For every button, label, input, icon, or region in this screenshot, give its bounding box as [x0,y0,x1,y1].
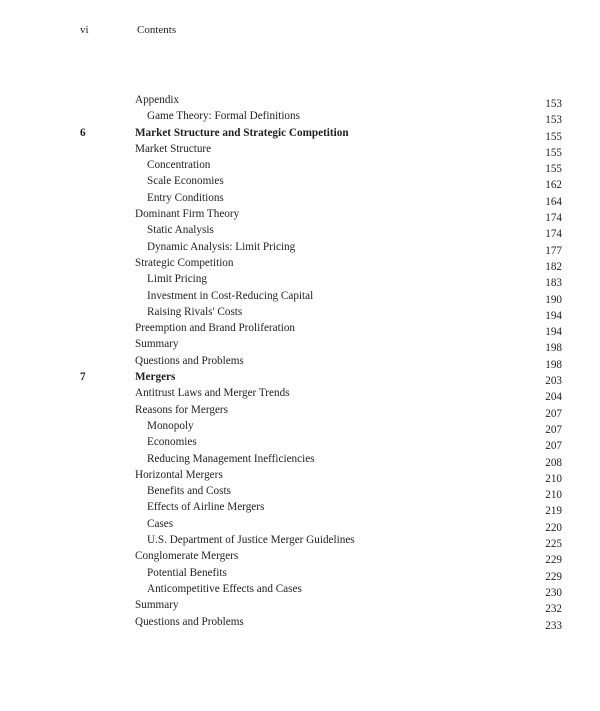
toc-entry-title: Raising Rivals' Costs [147,305,243,318]
toc-entry [0,92,600,108]
toc-page-number: 177 [545,244,562,257]
toc-entry-title: Conglomerate Mergers [135,550,239,563]
toc-page-number: 162 [545,179,562,192]
toc-entry [0,451,600,467]
toc-entry [0,206,600,225]
toc-entry-title: Limit Pricing [147,273,207,286]
toc-page-number: 155 [545,130,562,143]
toc-entry-title: Entry Conditions [147,191,224,204]
toc-entry [0,108,600,127]
toc-entry-title: Game Theory: Formal Definitions [147,110,300,123]
toc-entry [0,565,600,581]
toc-entry-title: Effects of Airline Mergers [147,501,265,514]
toc-entry-title: Summary [135,338,179,351]
toc-entry [0,434,600,453]
toc-entry-title: Summary [135,599,179,612]
toc-entry-title: Potential Benefits [147,566,227,579]
toc-entry-title: Strategic Competition [135,256,234,269]
toc-page-number: 164 [545,195,562,208]
toc-entry [0,157,600,176]
toc-entry [0,483,600,502]
toc-entry [0,614,600,630]
toc-entry [0,320,600,339]
toc-page-number: 232 [545,603,562,616]
toc-entry-title: Market Structure and Strategic Competition [135,126,349,139]
toc-chapter-number: 7 [80,371,86,384]
toc-page-number: 182 [545,260,562,273]
toc-entry [0,581,600,597]
toc-page-number: 153 [545,98,562,110]
toc-page-number: 207 [545,423,562,436]
toc-page-number: 174 [545,212,562,225]
toc-page-number: 198 [545,342,562,355]
toc-entry [0,516,600,532]
toc-entry [0,141,600,157]
toc-page-number: 198 [545,358,562,371]
toc-entry-title: Dominant Firm Theory [135,208,240,221]
toc-entry-title: Preemption and Brand Proliferation [135,322,296,335]
toc-entry [0,255,600,271]
toc-entry-title: Concentration [147,159,211,172]
toc-entry [0,288,600,304]
toc-page-number: 208 [545,456,562,469]
toc-entry [0,385,600,404]
toc-page-number: 207 [545,440,562,453]
toc-entry-title: Anticompetitive Effects and Cases [147,582,302,595]
toc-page-number: 203 [545,375,562,388]
toc-page-number: 210 [545,489,562,502]
toc-entry-title: Reasons for Mergers [135,403,229,416]
toc-page-number: 204 [545,391,562,404]
toc-entry-title: Monopoly [147,419,194,432]
toc-page-number: 155 [545,146,562,159]
toc-page-number: 225 [545,538,562,551]
toc-entry-title: Appendix [135,94,180,106]
toc-page-number: 220 [545,521,562,534]
toc-chapter-entry [0,369,600,388]
toc-entry [0,353,600,369]
running-head-title: Contents [137,24,177,36]
toc-entry-title: Mergers [135,371,176,384]
toc-entry-title: Reducing Management Inefficiencies [147,452,315,465]
toc-page-number: 190 [545,293,562,306]
toc-entry-title: Dynamic Analysis: Limit Pricing [147,240,296,253]
toc-entry [0,597,600,616]
toc-entry [0,336,600,355]
toc-page-number: 207 [545,407,562,420]
running-head [0,24,600,40]
toc-page-number: 229 [545,570,562,583]
toc-entry-title: Investment in Cost-Reducing Capital [147,289,314,302]
toc-entry [0,418,600,434]
toc-entry-title: Horizontal Mergers [135,468,223,481]
toc-entry-title: Questions and Problems [135,615,244,628]
toc-entry-title: U.S. Department of Justice Merger Guidelines [147,534,355,547]
toc-entry-title: Questions and Problems [135,354,244,367]
toc-page-number: 155 [545,163,562,176]
toc-page-number: 183 [545,277,562,290]
toc-chapter-number: 6 [80,126,86,139]
toc-entry [0,532,600,551]
toc-entry [0,271,600,290]
toc-page-number: 230 [545,586,562,599]
toc-entry [0,467,600,483]
toc-entry [0,548,600,567]
toc-entry-title: Static Analysis [147,224,214,237]
toc-entry-title: Market Structure [135,142,212,155]
toc-entry [0,239,600,255]
toc-entry-title: Benefits and Costs [147,485,231,498]
toc-page-number: 194 [545,326,562,339]
toc-chapter-entry [0,125,600,141]
toc-entry [0,499,600,518]
toc-entry-title: Antitrust Laws and Merger Trends [135,387,290,400]
toc-page-number: 194 [545,309,562,322]
toc-list [0,92,600,630]
toc-entry [0,173,600,192]
toc-page-number: 233 [545,619,562,632]
toc-entry-title: Cases [147,517,174,530]
toc-entry [0,190,600,206]
toc-entry-title: Economies [147,436,197,449]
toc-entry-title: Scale Economies [147,175,224,188]
toc-page-number: 153 [545,114,562,127]
toc-entry [0,402,600,418]
toc-page-number: 210 [545,472,562,485]
toc-page-number: 219 [545,505,562,518]
toc-page-number: 174 [545,228,562,241]
page-folio: vi [80,24,89,36]
toc-page-number: 229 [545,554,562,567]
toc-entry [0,304,600,320]
toc-entry [0,222,600,241]
